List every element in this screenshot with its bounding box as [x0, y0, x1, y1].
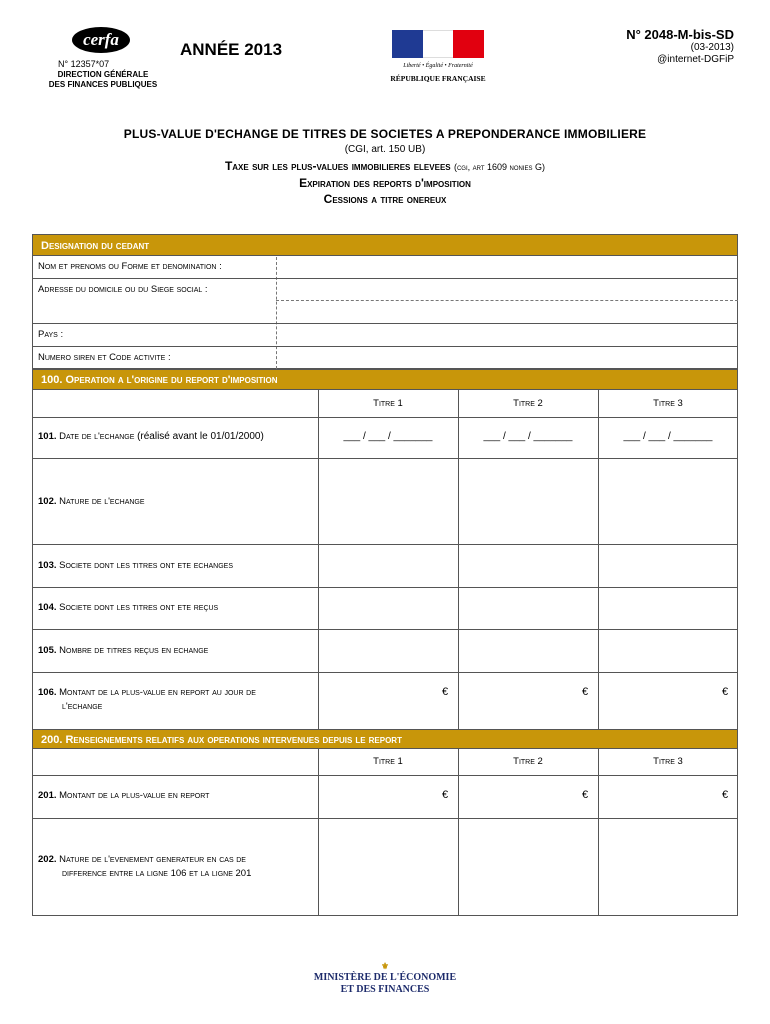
ministere-line1: MINISTÈRE DE L'ÉCONOMIE: [313, 972, 457, 983]
row-104-num: 104.: [38, 602, 57, 613]
divider: [32, 544, 738, 545]
cedant-siren-label: Numero siren et Code activite :: [38, 352, 171, 363]
row-202-num: 202.: [38, 854, 57, 865]
form-date: (03-2013): [690, 42, 734, 53]
cerfa-logo: cerfa: [72, 27, 130, 53]
form-titles: [0, 126, 770, 207]
title-cessions: Cessions a titre onereux: [323, 192, 447, 206]
divider: [32, 587, 738, 588]
section100-header: 100. Operation a l'origine du report d'imposition: [32, 369, 738, 390]
row-101-label: [38, 430, 264, 444]
s100-col-titre1: Titre 1: [373, 398, 403, 409]
row-201-label: [38, 789, 209, 803]
s200-col-titre1: Titre 1: [373, 756, 403, 767]
row-104-text: Societe dont les titres ont ete reçus: [59, 602, 219, 613]
ministere-logo: [300, 960, 470, 996]
cedant-adresse-label: Adresse du domicile ou du Siege social :: [38, 284, 208, 295]
row-101-note: (réalisé avant le 01/01/2000): [137, 431, 264, 442]
row-101-date-titre2[interactable]: ___ / ___ / _______: [483, 431, 573, 442]
row-101-num: 101.: [38, 431, 57, 442]
row-101-date-titre1[interactable]: ___ / ___ / _______: [343, 431, 433, 442]
row-103-num: 103.: [38, 560, 57, 571]
row-105-label: [38, 644, 208, 658]
s100-col-titre2: Titre 2: [513, 398, 543, 409]
form-id-block: [626, 27, 734, 66]
rf-motto: Liberté • Égalité • Fraternité: [403, 63, 473, 69]
form-source: @internet-DGFiP: [657, 54, 734, 65]
divider: [32, 417, 738, 418]
divider: [32, 278, 738, 279]
row-201-euro-titre3: €: [722, 789, 729, 801]
section200-header: 200. Renseignements relatifs aux operations intervenues depuis le report: [32, 729, 738, 749]
row-202-text-2: difference entre la ligne 106 et la ligne 201: [62, 868, 252, 879]
title-taxe: Taxe sur les plus-values immobilieres elevees: [224, 159, 451, 173]
title-taxe-ref: (cgi, art 1609 nonies G): [453, 162, 546, 172]
title-expiration: Expiration des reports d'imposition: [299, 176, 471, 190]
divider: [32, 775, 738, 776]
annee-title: ANNÉE 2013: [180, 40, 283, 59]
row-202-text-1: Nature de l'evenement generateur en cas de: [59, 854, 246, 865]
row-201-num: 201.: [38, 790, 57, 801]
row-105-text: Nombre de titres reçus en echange: [59, 645, 209, 656]
row-104-label: [38, 601, 218, 615]
row-106-euro-titre1: €: [442, 686, 449, 698]
s100-col-titre3: Titre 3: [653, 398, 683, 409]
cedant-divider: [276, 257, 277, 369]
row-101-text: Date de l'echange: [59, 431, 135, 442]
cedant-nom-label: Nom et prenoms ou Forme et denomination :: [38, 261, 222, 272]
cerfa-number: N° 12357*07: [58, 59, 110, 69]
rf-name: RÉPUBLIQUE FRANÇAISE: [390, 74, 486, 83]
row-201-text: Montant de la plus-value en report: [59, 790, 210, 801]
divider: [32, 672, 738, 673]
divider: [32, 818, 738, 819]
row-201-euro-titre1: €: [442, 789, 449, 801]
ministere-line2: ET DES FINANCES: [340, 984, 430, 995]
title-cgi-ref: (CGI, art. 150 UB): [344, 144, 426, 155]
row-106-num: 106.: [38, 687, 57, 698]
title-main: PLUS-VALUE D'ECHANGE DE TITRES DE SOCIETES A PREPONDERANCE IMMOBILIERE: [123, 127, 647, 141]
col-divider: [458, 748, 459, 916]
form-number: N° 2048-M-bis-SD: [626, 27, 734, 42]
section200-frame: [32, 748, 738, 916]
divider: [32, 323, 738, 324]
row-103-text: Societe dont les titres ont ete echanges: [59, 560, 233, 571]
row-106-text-2: l'echange: [62, 701, 103, 712]
flag-icon: [392, 30, 484, 58]
divider: [32, 458, 738, 459]
marianne-logo: [390, 30, 486, 86]
row-102-num: 102.: [38, 496, 57, 507]
adresse-dashed-line: [276, 300, 738, 301]
row-106-euro-titre3: €: [722, 686, 729, 698]
s200-col-titre2: Titre 2: [513, 756, 543, 767]
row-102-text: Nature de l'echange: [59, 496, 145, 507]
direction-line2: DES FINANCES PUBLIQUES: [48, 80, 158, 89]
row-106-text-1: Montant de la plus-value en report au jour de: [59, 687, 256, 698]
cedant-pays-label: Pays :: [38, 329, 64, 340]
row-106-label: [38, 686, 256, 714]
divider: [32, 346, 738, 347]
ministere-emblem-icon: ⚜: [380, 961, 390, 971]
col-divider: [598, 748, 599, 916]
row-201-euro-titre2: €: [582, 789, 589, 801]
col-divider: [318, 748, 319, 916]
row-105-num: 105.: [38, 645, 57, 656]
divider: [32, 629, 738, 630]
direction-block: [40, 70, 166, 90]
direction-line1: DIRECTION GÉNÉRALE: [57, 70, 149, 79]
row-103-label: [38, 559, 233, 573]
row-106-euro-titre2: €: [582, 686, 589, 698]
row-101-date-titre3[interactable]: ___ / ___ / _______: [623, 431, 713, 442]
cedant-header: Designation du cedant: [32, 234, 738, 256]
row-102-label: [38, 495, 145, 509]
row-202-label: [38, 853, 251, 881]
s200-col-titre3: Titre 3: [653, 756, 683, 767]
